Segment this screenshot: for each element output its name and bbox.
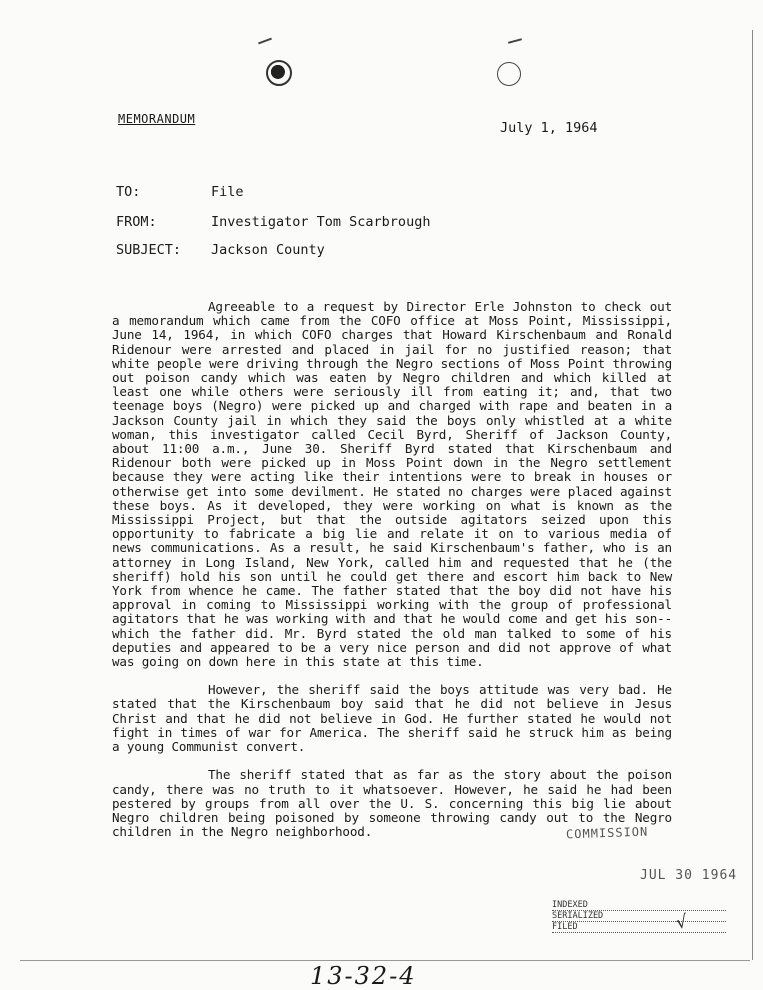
staple-mark-left (258, 38, 272, 45)
to-row (116, 184, 244, 200)
bottom-rule (20, 960, 750, 961)
subject-value: Jackson County (211, 242, 325, 258)
to-label: TO: (116, 184, 141, 200)
from-row (116, 214, 430, 230)
handwritten-file-number: 13-32-4 (310, 962, 417, 990)
punch-hole-right (497, 62, 521, 86)
serialized-label: SERIALIZED (552, 911, 604, 921)
subject-row (116, 242, 325, 258)
paragraph-2-text: However, the sheriff said the boys attitude was very bad. He stated that the Kirschenbaum boy said that he did not believe in Jesus Christ and that he did not believe in God. He further stated he would not fight in times of war for America. The sheriff said he struck him as being a young Communist convert. (112, 682, 672, 755)
memo-date: July 1, 1964 (500, 120, 598, 136)
from-value: Investigator Tom Scarbrough (211, 214, 431, 230)
indexed-label: INDEXED (552, 900, 588, 910)
commission-stamp: COMMISSION (565, 824, 649, 842)
subject-label: SUBJECT: (116, 242, 182, 258)
serialized-row (552, 911, 726, 922)
filed-label: FILED (552, 922, 578, 932)
to-value: File (211, 184, 244, 200)
handwritten-initials: √ (674, 911, 690, 934)
from-label: FROM: (116, 214, 157, 230)
memorandum-label: MEMORANDUM (118, 112, 196, 126)
indexed-row (552, 900, 726, 911)
staple-mark-right (508, 38, 522, 44)
paragraph-2 (112, 683, 672, 754)
received-date-stamp: JUL 30 1964 (640, 868, 738, 883)
paragraph-3-text: The sheriff stated that as far as the story about the poison candy, there was no truth to it whatsoever. However, he said he had been pestered by groups from all over the U. S. concerning this big lie about Negro children being poisoned by someone throwing candy out to the Negro children in the Negro neighborhood. (112, 767, 672, 840)
paragraph-1 (112, 300, 672, 669)
filed-row (552, 922, 726, 933)
filing-stamp-box (552, 900, 726, 942)
paragraph-1-text: Agreeable to a request by Director Erle Johnston to check out a memorandum which came from the COFO office at Moss Point, Mississippi, June 14, 1964, in which COFO charges that Howard Kirschenbaum and Ronald Ridenour were arrested and placed in jail for no justified reason; that white people were driving through the Negro sections of Moss Point throwing out poison candy which was eaten by Negro children and which killed at least one while others were seriously ill from eating it; and, that two teenage boys (Negro) were picked up and charged with rape and beaten in a Jackson County jail in which they said the boys only whistled at a white woman, this investigator called Cecil Byrd, Sheriff of Jackson County, about 11:00 a.m., June 30. Sheriff Byrd stated that Kirschenbaum and Ridenour both were picked up in Moss Point down in the Negro settlement because they were acting like their intentions were to break in houses or otherwise get into some devilment. He stated no charges were placed against these boys. As it developed, they were working on what is known as the Mississippi Project, but that the outside agitators seized upon this opportunity to fabricate a big lie and relate it on to various media of news communications. As a result, he said Kirschenbaum's father, who is an attorney in Long Island, New York, called him and requested that he (the sheriff) hold his son until he could get there and escort him back to New York from whence he came. The father stated that the boy did not have his approval in coming to Mississippi working with the group of professional agitators that he was working with and that he would come and get his son--which the father did. Mr. Byrd stated the old man talked to some of his deputies and appeared to be a very nice person and did not approve of what was going on down here in this state at this time. (112, 299, 672, 670)
memo-body (112, 300, 672, 853)
punch-hole-left (266, 60, 292, 86)
page-edge-line (752, 30, 753, 960)
